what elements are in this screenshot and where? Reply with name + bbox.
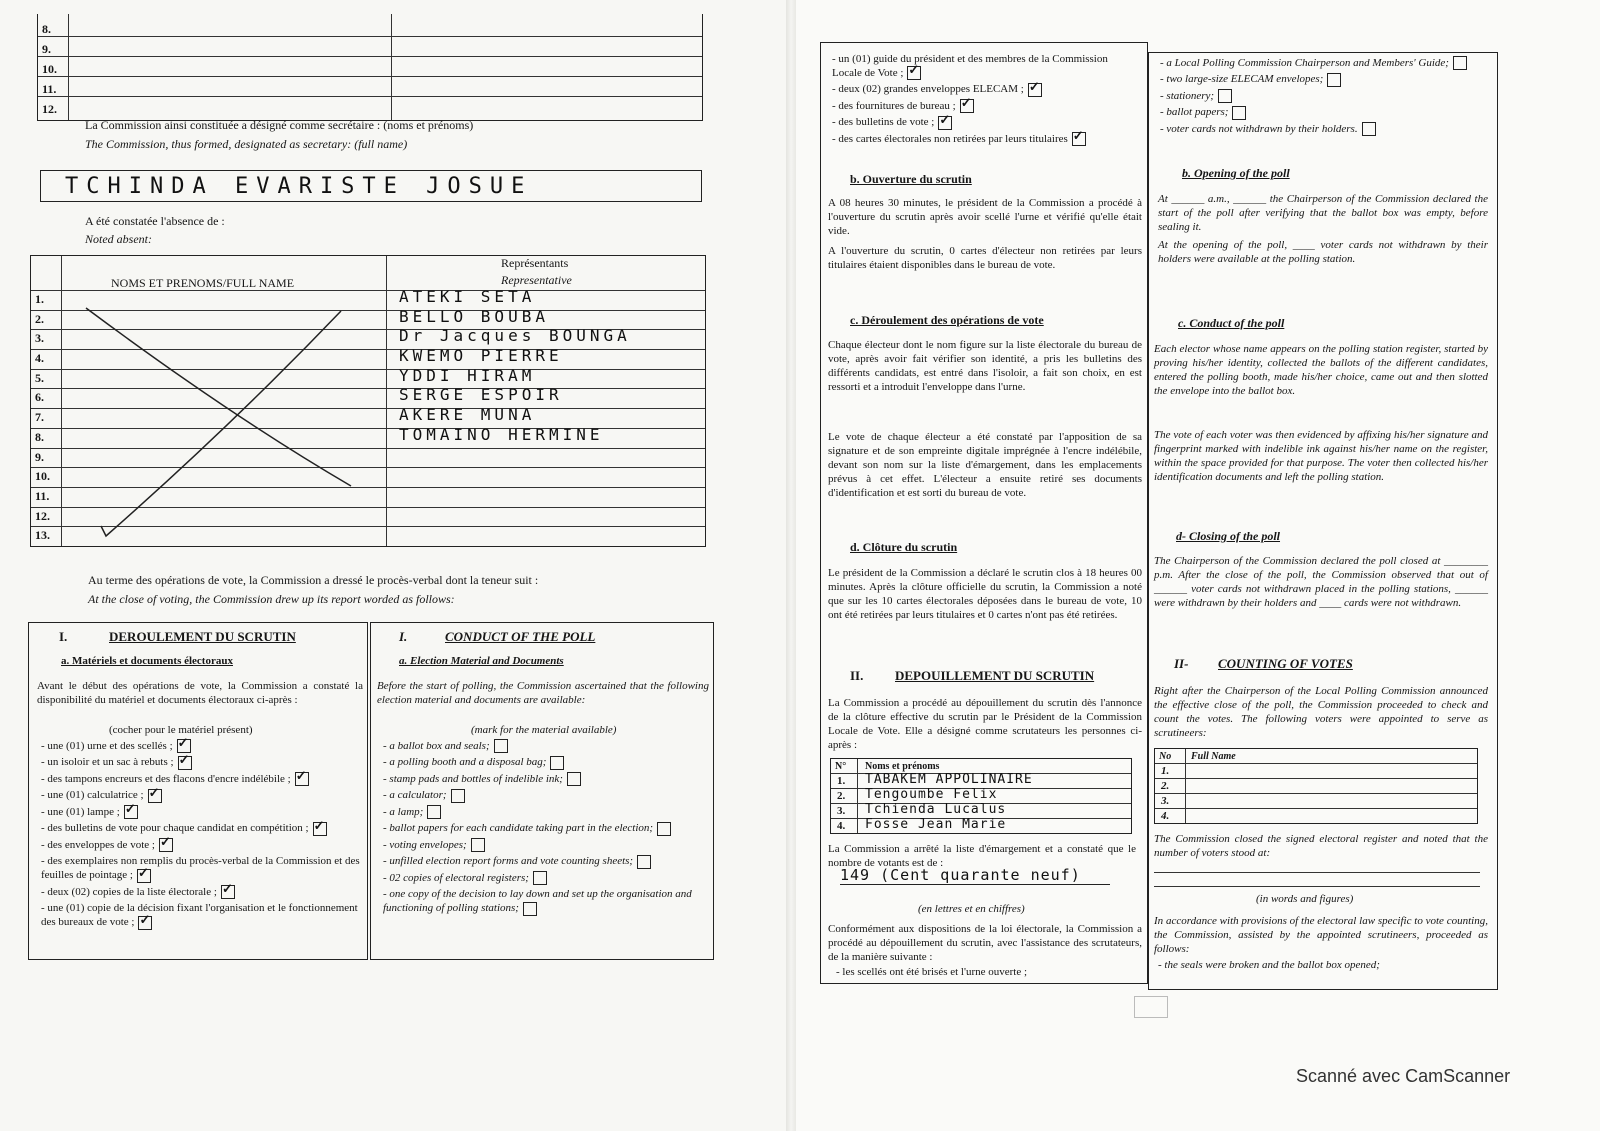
section-ii-text-en: Right after the Chairperson of the Local Polling Commission announced the effective close of the poll, the Commission proceeded to check and count the votes. The following voters were appointed to serve as scrutineers: <box>1154 685 1488 739</box>
checklist-item-label: - two large-size ELECAM envelopes; <box>1160 73 1324 86</box>
col-header-number: No <box>1159 751 1172 762</box>
checkbox[interactable] <box>471 838 485 852</box>
checklist-item <box>1160 105 1486 119</box>
page-marker <box>1134 996 1168 1018</box>
section-number: I. <box>59 629 68 644</box>
checklist-item <box>383 755 709 769</box>
table-row-divider <box>1155 778 1477 779</box>
row-number: 13. <box>35 528 50 543</box>
report-intro-en: At the close of voting, the Commission drew up its report worded as follows: <box>88 592 455 606</box>
scrutineers-table-en <box>1154 748 1478 824</box>
row-number: 1. <box>837 775 846 787</box>
row-number: 3. <box>1161 795 1170 807</box>
checklist-item <box>1160 56 1486 70</box>
checkbox[interactable] <box>137 869 151 883</box>
checkbox[interactable] <box>148 789 162 803</box>
table-row-divider <box>1155 808 1477 809</box>
checklist-item <box>41 854 361 882</box>
col-header-names: Noms et prénoms <box>865 761 940 772</box>
closing-title-fr: d. Clôture du scrutin <box>850 540 958 554</box>
checklist-item <box>41 901 361 929</box>
checkbox[interactable] <box>427 805 441 819</box>
col-header-rep-en: Representative <box>501 273 572 287</box>
closing-title-en: d- Closing of the poll <box>1176 529 1281 543</box>
absent-table <box>30 255 706 547</box>
page-fold <box>786 0 796 1131</box>
checklist-item-label: - des enveloppes de vote ; <box>41 838 155 851</box>
col-header-number: N° <box>835 761 847 772</box>
closing-text-en: The Chairperson of the Commission declared the poll closed at ________ p.m. After the close of the poll, the Commission observed that out of ______ voter cards not withdrawn placed in the polling stations, ______ were withdrawn by their holders and ____ cards were not withdrawn. <box>1154 555 1488 609</box>
report-intro-fr: Au terme des opérations de vote, la Commission a dressé le procès-verbal dont la teneur suit : <box>88 573 539 587</box>
checkbox[interactable] <box>1327 73 1341 87</box>
checklist-item-label: - a lamp; <box>383 805 424 818</box>
checkbox[interactable] <box>938 116 952 130</box>
top-members-table <box>37 14 703 121</box>
checklist-item-label: - des exemplaires non remplis du procès-verbal de la Commission et des feuilles de pointage ; <box>41 855 360 882</box>
secretary-label-fr: La Commission ainsi constituée a désigné comme secrétaire : (noms et prénoms) <box>85 118 474 132</box>
checkbox[interactable] <box>178 756 192 770</box>
intro-text: Before the start of polling, the Commission ascertained that the following election material and documents are available: <box>377 680 709 706</box>
representative-name: YDDI HIRAM <box>399 365 536 385</box>
mark-instruction: (mark for the material available) <box>471 724 617 736</box>
law-text-fr: Conformément aux dispositions de la loi électorale, la Commission a procédé au dépouillement du scrutin, avec l'assistance des scrutateurs, de la manière suivante : <box>828 923 1142 963</box>
row-number: 9. <box>35 449 44 464</box>
checklist-item-label: - a polling booth and a disposal bag; <box>383 756 547 769</box>
checklist-item-label: - des bulletins de vote ; <box>832 116 935 129</box>
seals-text-fr: - les scellés ont été brisés et l'urne ouverte ; <box>836 966 1028 978</box>
section-ii-number-en: II- <box>1174 656 1189 671</box>
checklist-item <box>41 788 361 802</box>
representative-name: SERGE ESPOIR <box>399 385 563 405</box>
checklist-item <box>383 821 709 835</box>
checklist-item <box>383 854 709 868</box>
conduct-text2-en: The vote of each voter was then evidenced by affixing his/her signature and fingerprint marked with indelible ink against his/her name on the register, within the space provided for that purpose. The voter then collected his/her identification documents and left the polling station. <box>1154 429 1488 483</box>
section-ii-text-fr: La Commission a procédé au dépouillement du scrutin dès l'annonce de la clôture effective du scrutin par le Président de la Commission Locale de Vote. Elle a désigné comme scrutateurs les personnes ci-après : <box>828 697 1142 751</box>
row-number: 3. <box>35 331 44 346</box>
section-ii-number-fr: II. <box>850 668 864 683</box>
checkbox[interactable] <box>523 902 537 916</box>
section-i-fr <box>28 622 368 960</box>
closing-text-fr: Le président de la Commission a déclaré le scrutin clos à 18 heures 00 minutes. Après la clôture officielle du scrutin, la Commission a noté que sur les 10 cartes électorales déposées dans le bureau de vote, 10 ont été retirées par leurs titulaires et 0 cartes n'ont pas été retirées. <box>828 567 1142 621</box>
voters-text-en: The Commission closed the signed electoral register and noted that the number of voters stood at: <box>1154 833 1488 859</box>
scrutineer-name: TABAKEM APPOLINAIRE <box>865 772 1033 787</box>
voters-hint-en: (in words and figures) <box>1256 893 1354 905</box>
row-number: 8. <box>35 429 44 444</box>
subsection-title: a. Election Material and Documents <box>399 655 564 667</box>
voters-value-fr: 149 (Cent quarante neuf) <box>840 866 1110 885</box>
subsection-title: a. Matériels et documents électoraux <box>61 655 233 667</box>
checkbox[interactable] <box>1232 106 1246 120</box>
checklist-item <box>383 788 709 802</box>
section-ii-title-en: COUNTING OF VOTES <box>1218 656 1353 671</box>
checklist-item <box>383 805 709 819</box>
row-number: 11. <box>35 488 50 503</box>
checklist-item-label: - deux (02) copies de la liste électorale ; <box>41 885 217 898</box>
checklist-item-label: - ballot papers for each candidate taking part in the election; <box>383 822 654 835</box>
conduct-title-en: c. Conduct of the poll <box>1178 316 1285 330</box>
checklist-item <box>383 871 709 885</box>
checkbox[interactable] <box>550 756 564 770</box>
col-header-names: Full Name <box>1191 751 1236 762</box>
voters-line-en <box>1154 872 1480 873</box>
row-number: 7. <box>35 410 44 425</box>
checkbox[interactable] <box>494 739 508 753</box>
scrutineer-name: Tengoumbe Felix <box>865 787 998 802</box>
checklist-item <box>41 772 361 786</box>
checklist-item <box>832 99 1138 113</box>
secretary-name: TCHINDA EVARISTE JOSUE <box>65 174 533 199</box>
checklist-item <box>832 52 1138 80</box>
opening-text2-en: At the opening of the poll, ____ voter cards not withdrawn by their holders were available at the polling station. <box>1158 239 1488 265</box>
checklist-item <box>1160 72 1486 86</box>
opening-text1-en: At ______ a.m., ______ the Chairperson of the Commission declared the start of the poll after verifying that the ballot box was empty, before sealing it. <box>1158 193 1488 233</box>
checklist-item-label: - des bulletins de vote pour chaque candidat en compétition ; <box>41 822 309 835</box>
checklist-item <box>383 739 709 753</box>
checklist-item <box>832 132 1138 146</box>
row-number: 1. <box>35 292 44 306</box>
row-number: 2. <box>837 790 846 802</box>
checklist-item-label: - un (01) guide du président et des membres de la Commission Locale de Vote ; <box>832 53 1108 79</box>
seals-text-en: - the seals were broken and the ballot box opened; <box>1158 959 1380 971</box>
checklist-item-label: - voter cards not withdrawn by their holders. <box>1160 122 1358 135</box>
opening-title-en: b. Opening of the poll <box>1182 166 1290 180</box>
checklist-item-label: - deux (02) grandes enveloppes ELECAM ; <box>832 83 1024 96</box>
conduct-text1-fr: Chaque électeur dont le nom figure sur la liste électorale du bureau de vote, après avoir fait vérifier son identité, a pris les bulletins des différents candidats, est entré dans l'isoloir, a fait son choix, en est ressorti et a introduit l'enveloppe dans l'urne. <box>828 339 1142 393</box>
representative-name: ATEKI SETA <box>399 287 536 306</box>
section-i-en <box>370 622 714 960</box>
secretary-label-en: The Commission, thus formed, designated as secretary: (full name) <box>85 137 408 151</box>
mark-instruction: (cocher pour le matériel présent) <box>109 724 253 736</box>
voters-text-fr: La Commission a arrêté la liste d'émargement et a constaté que le nombre de votants est de : <box>828 843 1136 869</box>
cross-out-mark <box>81 296 381 546</box>
checklist-item-label: - une (01) calculatrice ; <box>41 789 144 802</box>
checklist-item <box>383 772 709 786</box>
representative-name: BELLO BOUBA <box>399 306 549 326</box>
scrutineer-name: Fosse Jean Marie <box>865 817 1007 832</box>
checklist-item-label: - des tampons encreurs et des flacons d'encre indélébile ; <box>41 772 291 785</box>
intro-text: Avant le début des opérations de vote, la Commission a constaté la disponibilité du matériel et documents électoraux ci-après : <box>37 680 363 706</box>
checklist-item-label: - un isoloir et un sac à rebuts ; <box>41 756 174 769</box>
checklist-item-label: - stamp pads and bottles of indelible ink; <box>383 772 563 785</box>
checklist-item-label: - des fournitures de bureau ; <box>832 99 956 112</box>
row-number: 4. <box>35 351 44 366</box>
section-title: DEROULEMENT DU SCRUTIN <box>109 629 296 644</box>
checkbox[interactable] <box>533 871 547 885</box>
conduct-text1-en: Each elector whose name appears on the polling station register, started by proving his/her identity, collected the ballots of the different candidates, entered the polling booth, made his/her choice, came out and then slotted the envelope into the ballot box. <box>1154 343 1488 397</box>
conduct-text2-fr: Le vote de chaque électeur a été constaté par l'apposition de sa signature et de son empreinte digitale imprégnée à l'encre indélébile, devant son nom sur la liste d'émargement, dans les emplacements prévus à cet effet. L'électeur a ensuite retiré ses documents d'identification et est sorti du bureau de vote. <box>828 431 1142 499</box>
checklist-item <box>832 82 1138 96</box>
checklist-item-label: - a calculator; <box>383 789 447 802</box>
row-number: 4. <box>837 820 846 832</box>
row-number: 10. <box>42 62 57 76</box>
section-title: CONDUCT OF THE POLL <box>445 629 596 644</box>
row-number: 12. <box>35 508 50 523</box>
checklist-item <box>832 115 1138 129</box>
table-row-divider <box>31 290 705 291</box>
checkbox[interactable] <box>138 916 152 930</box>
checkbox[interactable] <box>637 855 651 869</box>
conduct-title-fr: c. Déroulement des opérations de vote <box>850 313 1044 327</box>
row-number: 5. <box>35 370 44 385</box>
row-number: 2. <box>35 311 44 326</box>
checklist-item <box>41 755 361 769</box>
checkbox[interactable] <box>124 805 138 819</box>
checklist-item-label: - une (01) copie de la décision fixant l'organisation et le fonctionnement des bureaux de vote ; <box>41 902 358 929</box>
opening-title-fr: b. Ouverture du scrutin <box>850 172 972 186</box>
checkbox[interactable] <box>1072 132 1086 146</box>
scrutineer-name: Tchienda Lucalus <box>865 802 1007 817</box>
row-number: 10. <box>35 469 50 484</box>
table-row-divider <box>1155 793 1477 794</box>
checklist-item <box>41 885 361 899</box>
checklist-item-label: - one copy of the decision to lay down and set up the organisation and functioning of polling stations; <box>383 888 692 915</box>
checkbox[interactable] <box>567 772 581 786</box>
checkbox[interactable] <box>1453 56 1467 70</box>
representative-name: KWEMO PIERRE <box>399 346 563 366</box>
checklist-item <box>41 739 361 753</box>
row-number: 2. <box>1161 780 1170 792</box>
camscanner-watermark: Scanné avec CamScanner <box>1296 1066 1511 1086</box>
checklist-item <box>41 838 361 852</box>
checklist-item-label: - stationery; <box>1160 89 1215 102</box>
checklist-item <box>383 887 709 915</box>
checklist-item-label: - des cartes électorales non retirées par leurs titulaires <box>832 132 1068 145</box>
checklist-item <box>1160 122 1486 136</box>
checkbox[interactable] <box>1028 83 1042 97</box>
representative-name: AKERE MUNA <box>399 405 536 425</box>
row-number: 12. <box>42 102 57 116</box>
row-number: 1. <box>1161 765 1170 777</box>
col-header-names: NOMS ET PRENOMS/FULL NAME <box>111 276 295 290</box>
checklist-item-label: - une (01) lampe ; <box>41 805 120 818</box>
checkbox[interactable] <box>907 66 921 80</box>
checkbox[interactable] <box>1218 89 1232 103</box>
checkbox[interactable] <box>657 822 671 836</box>
checklist-item <box>1160 89 1486 103</box>
checklist-item <box>383 838 709 852</box>
row-number: 3. <box>837 805 846 817</box>
row-number: 4. <box>1161 810 1170 822</box>
opening-text2-fr: A l'ouverture du scrutin, 0 cartes d'électeur non retirées par leurs titulaires étaient disponibles dans le bureau de vote. <box>828 245 1142 271</box>
section-number: I. <box>399 629 408 644</box>
checkbox[interactable] <box>159 838 173 852</box>
representative-name: Dr Jacques BOUNGA <box>399 326 631 346</box>
checkbox[interactable] <box>1362 122 1376 136</box>
checklist-item-label: - une (01) urne et des scellés ; <box>41 740 173 752</box>
scrutineers-table-fr <box>830 758 1132 834</box>
row-number: 8. <box>42 22 51 36</box>
checklist-item <box>41 821 361 835</box>
representative-name: TOMAINO HERMINE <box>399 424 604 444</box>
absent-label-en: Noted absent: <box>85 232 152 246</box>
checklist-item-label: - 02 copies of electoral registers; <box>383 871 529 884</box>
col-header-rep-fr: Représentants <box>501 256 569 270</box>
checklist-item-label: - a ballot box and seals; <box>383 740 490 752</box>
checklist-item-label: - unfilled election report forms and vote counting sheets; <box>383 855 634 868</box>
law-text-en: In accordance with provisions of the electoral law specific to vote counting, the Commission, assisted by the appointed scrutineers, proceeded as follows: <box>1154 915 1488 955</box>
checkbox[interactable] <box>313 822 327 836</box>
checkbox[interactable] <box>451 789 465 803</box>
section-ii-title-fr: DEPOUILLEMENT DU SCRUTIN <box>895 668 1095 683</box>
checkbox[interactable] <box>221 885 235 899</box>
voters-hint-fr: (en lettres et en chiffres) <box>918 903 1025 915</box>
checklist-item-label: - ballot papers; <box>1160 106 1229 119</box>
checklist-item-label: - voting envelopes; <box>383 838 467 851</box>
absent-label-fr: A été constatée l'absence de : <box>85 214 225 228</box>
secretary-name-box <box>40 170 702 202</box>
row-number: 6. <box>35 390 44 405</box>
row-number: 9. <box>42 42 51 56</box>
table-row-divider <box>1155 763 1477 764</box>
checklist-item-label: - a Local Polling Commission Chairperson and Members' Guide; <box>1160 57 1449 69</box>
checkbox[interactable] <box>960 99 974 113</box>
checkbox[interactable] <box>295 772 309 786</box>
voters-line-en <box>1154 886 1480 887</box>
opening-text1-fr: A 08 heures 30 minutes, le président de la Commission a procédé à l'ouverture du scrutin après avoir scellé l'urne et vérifié qu'elle était vide. <box>828 197 1142 237</box>
checklist-item <box>41 805 361 819</box>
row-number: 11. <box>42 82 57 96</box>
